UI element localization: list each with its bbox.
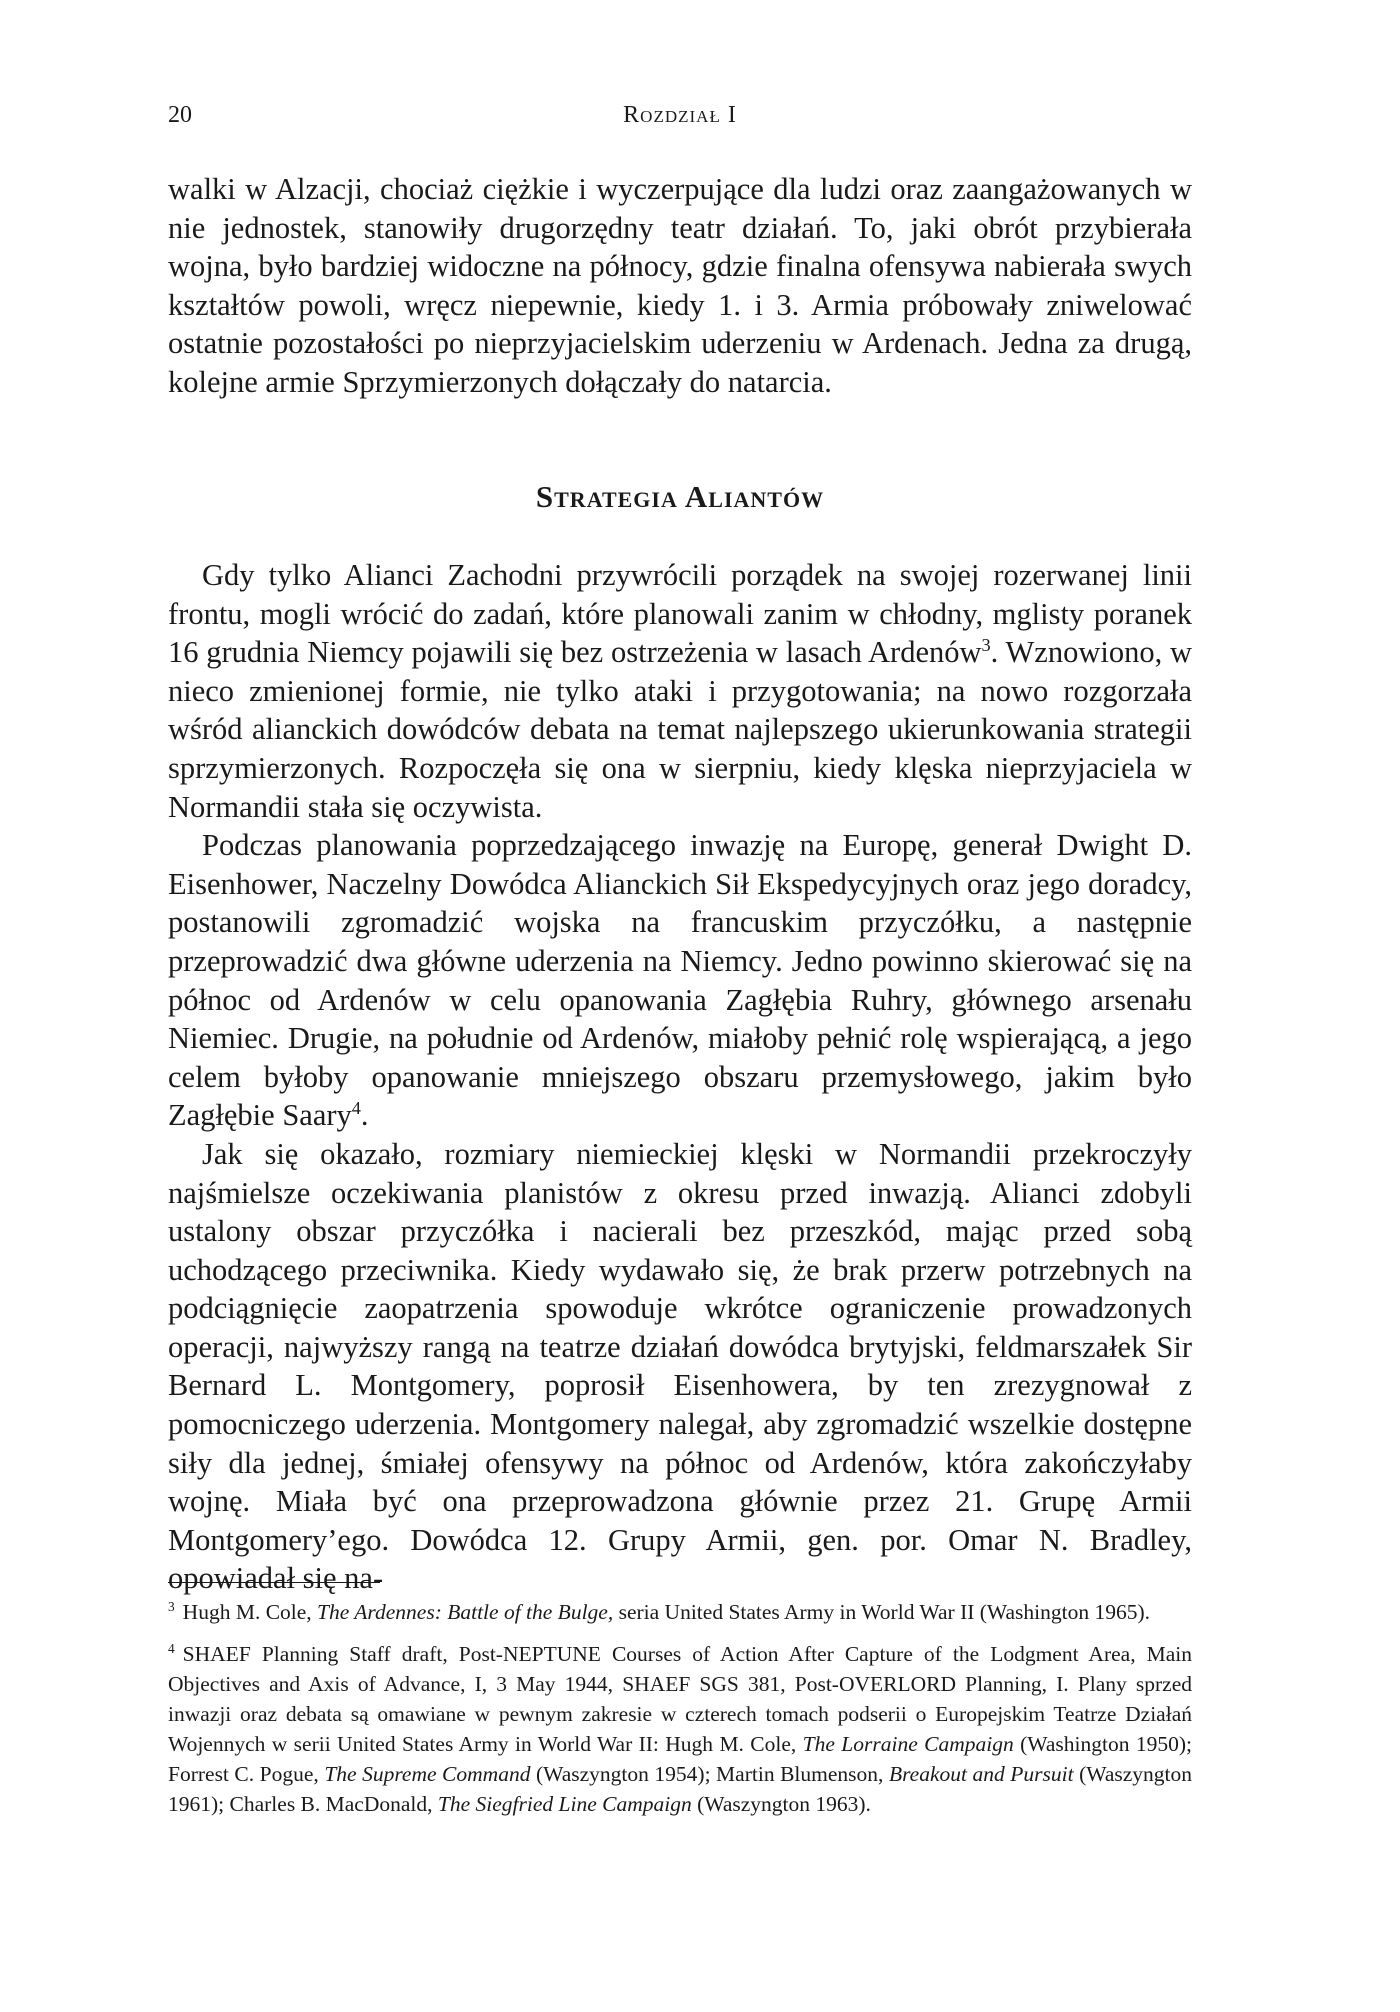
paragraph-text: Gdy tylko Alianci Zachodni przywrócili porządek na swojej rozerwanej linii frontu, mogli wrócić do zadań, które planowali zanim w chłodny, mglisty poranek 16 grudnia Niemcy pojawili się bez ostrzeżenia w lasach Ardenów — [168, 558, 1192, 670]
paragraph-text: . Wznowiono, w nieco zmienionej formie, nie tylko ataki i przygotowania; na nowo rozgorzała wśród alianckich dowódców debata na temat najlepszego ukierunkowania strategii sprzymierzonych. Rozpoczęła się ona w sierpniu, kiedy klęska nieprzyjaciela w Normandii stała się oczywista. — [168, 635, 1192, 824]
running-head: Rozdział I — [623, 102, 737, 128]
footnote-title: The Siegfried Line Campaign — [437, 1792, 692, 1816]
footnote — [168, 1597, 1192, 1627]
section-heading: Strategia Aliantów — [535, 479, 825, 514]
intro-paragraph: walki w Alzacji, chociaż ciężkie i wyczerpujące dla ludzi oraz zaangażowanych w nie jednostek, stanowiły drugorzędny teatr działań. To, jaki obrót przybierała wojna, było bardziej widoczne na północy, gdzie finalna ofensywa nabierała swych kształtów powoli, wręcz niepewnie, kiedy 1. i 3. Armia próbowały zniwelować ostatnie pozostałości po nieprzyjacielskim uderzeniu w Ardenach. Jedna za drugą, kolejne armie Sprzymierzonych dołączały do natarcia. — [168, 172, 1192, 399]
paragraph — [168, 556, 1192, 826]
footnote-title: The Supreme Command — [324, 1762, 531, 1786]
footnote-title: The Lorraine Campaign — [802, 1732, 1014, 1756]
footnote-text: SHAEF Planning Staff draft, Post-NEPTUNE Courses of Action After Capture of the Lodgment Area, Main Objectives and Axis of Advance, I, 3 May 1944, SHAEF SGS 381, Post-OVERLORD Planning, I. Plany sprzed inwazji oraz debata są omawiane w pewnym zakresie w czterech tomach podserii o Europejskim Teatrze Działań Wojennych w serii United States Army in World War II: Hugh M. Cole, — [168, 1642, 1192, 1756]
footnote-text: (Waszyngton 1954); Martin Blumenson, — [530, 1762, 889, 1786]
footnote-text: (Waszyngton 1963). — [691, 1792, 871, 1816]
paragraph-text: Podczas planowania poprzedzającego inwazję na Europę, generał Dwight D. Eisenhower, Naczelny Dowódca Alianckich Sił Ekspedycyjnych oraz jego doradcy, postanowili zgromadzić wojska na francuskim przyczółku, a następnie przeprowadzić dwa główne uderzenia na Niemcy. Jedno powinno skierować się na północ od Ardenów w celu opanowania Zagłębia Ruhry, głównego arsenału Niemiec. Drugie, na południe od Ardenów, miałoby pełnić rolę wspierającą, a jego celem byłoby opanowanie mniejszego obszaru przemysłowego, jakim było Zagłębie Saary — [168, 828, 1192, 1133]
paragraph: Jak się okazało, rozmiary niemieckiej klęski w Normandii przekroczyły najśmielsze oczekiwania planistów z okresu przed inwazją. Alianci zdobyli ustalony obszar przyczółka i nacierali bez przeszkód, mając przed sobą uchodzącego przeciwnika. Kiedy wydawało się, że brak przerw potrzebnych na podciągnięcie zaopatrzenia spowoduje wkrótce ograniczenie prowadzonych operacji, najwyższy rangą na teatrze działań dowódca brytyjski, feldmarszałek Sir Bernard L. Montgomery, poprosił Eisenhowera, by ten zrezygnował z pomocniczego uderzenia. Montgomery nalegał, aby zgromadzić wszelkie dostępne siły dla jednej, śmiałej ofensywy na północ od Ardenów, która zakończyłaby wojnę. Miała być ona przeprowadzona głównie przez 21. Grupę Armii Montgomery’ego. Dowódca 12. Grupy Armii, gen. por. Omar N. Bradley, opowiadał się na- — [168, 1136, 1192, 1596]
footnote-reference: 3 — [981, 635, 991, 656]
page-header — [168, 102, 1192, 136]
footnote-text: (Waszyngton 1961); Charles B. MacDonald, — [168, 1762, 1193, 1816]
footnote-divider — [168, 1582, 380, 1583]
intro-text — [168, 170, 1192, 402]
footnote-title: The Ardennes: Battle of the Bulge, — [317, 1600, 614, 1624]
main-text — [168, 556, 1192, 1598]
footnote-title: Breakout and Pursuit — [888, 1762, 1074, 1786]
footnotes — [168, 1597, 1192, 1831]
page-number: 20 — [168, 102, 192, 128]
footnote-text: (Washington 1950); Forrest C. Pogue, — [168, 1732, 1192, 1786]
paragraph — [168, 826, 1192, 1135]
footnote-text: seria United States Army in World War II (Washington 1965). — [613, 1600, 1151, 1624]
paragraph-text: . — [360, 1098, 369, 1133]
footnote-reference: 4 — [351, 1098, 361, 1119]
footnote — [168, 1639, 1192, 1819]
footnote-text: Hugh M. Cole, — [182, 1600, 318, 1624]
footnote-mark: 3 — [168, 1598, 175, 1614]
footnote-mark: 4 — [168, 1640, 175, 1656]
